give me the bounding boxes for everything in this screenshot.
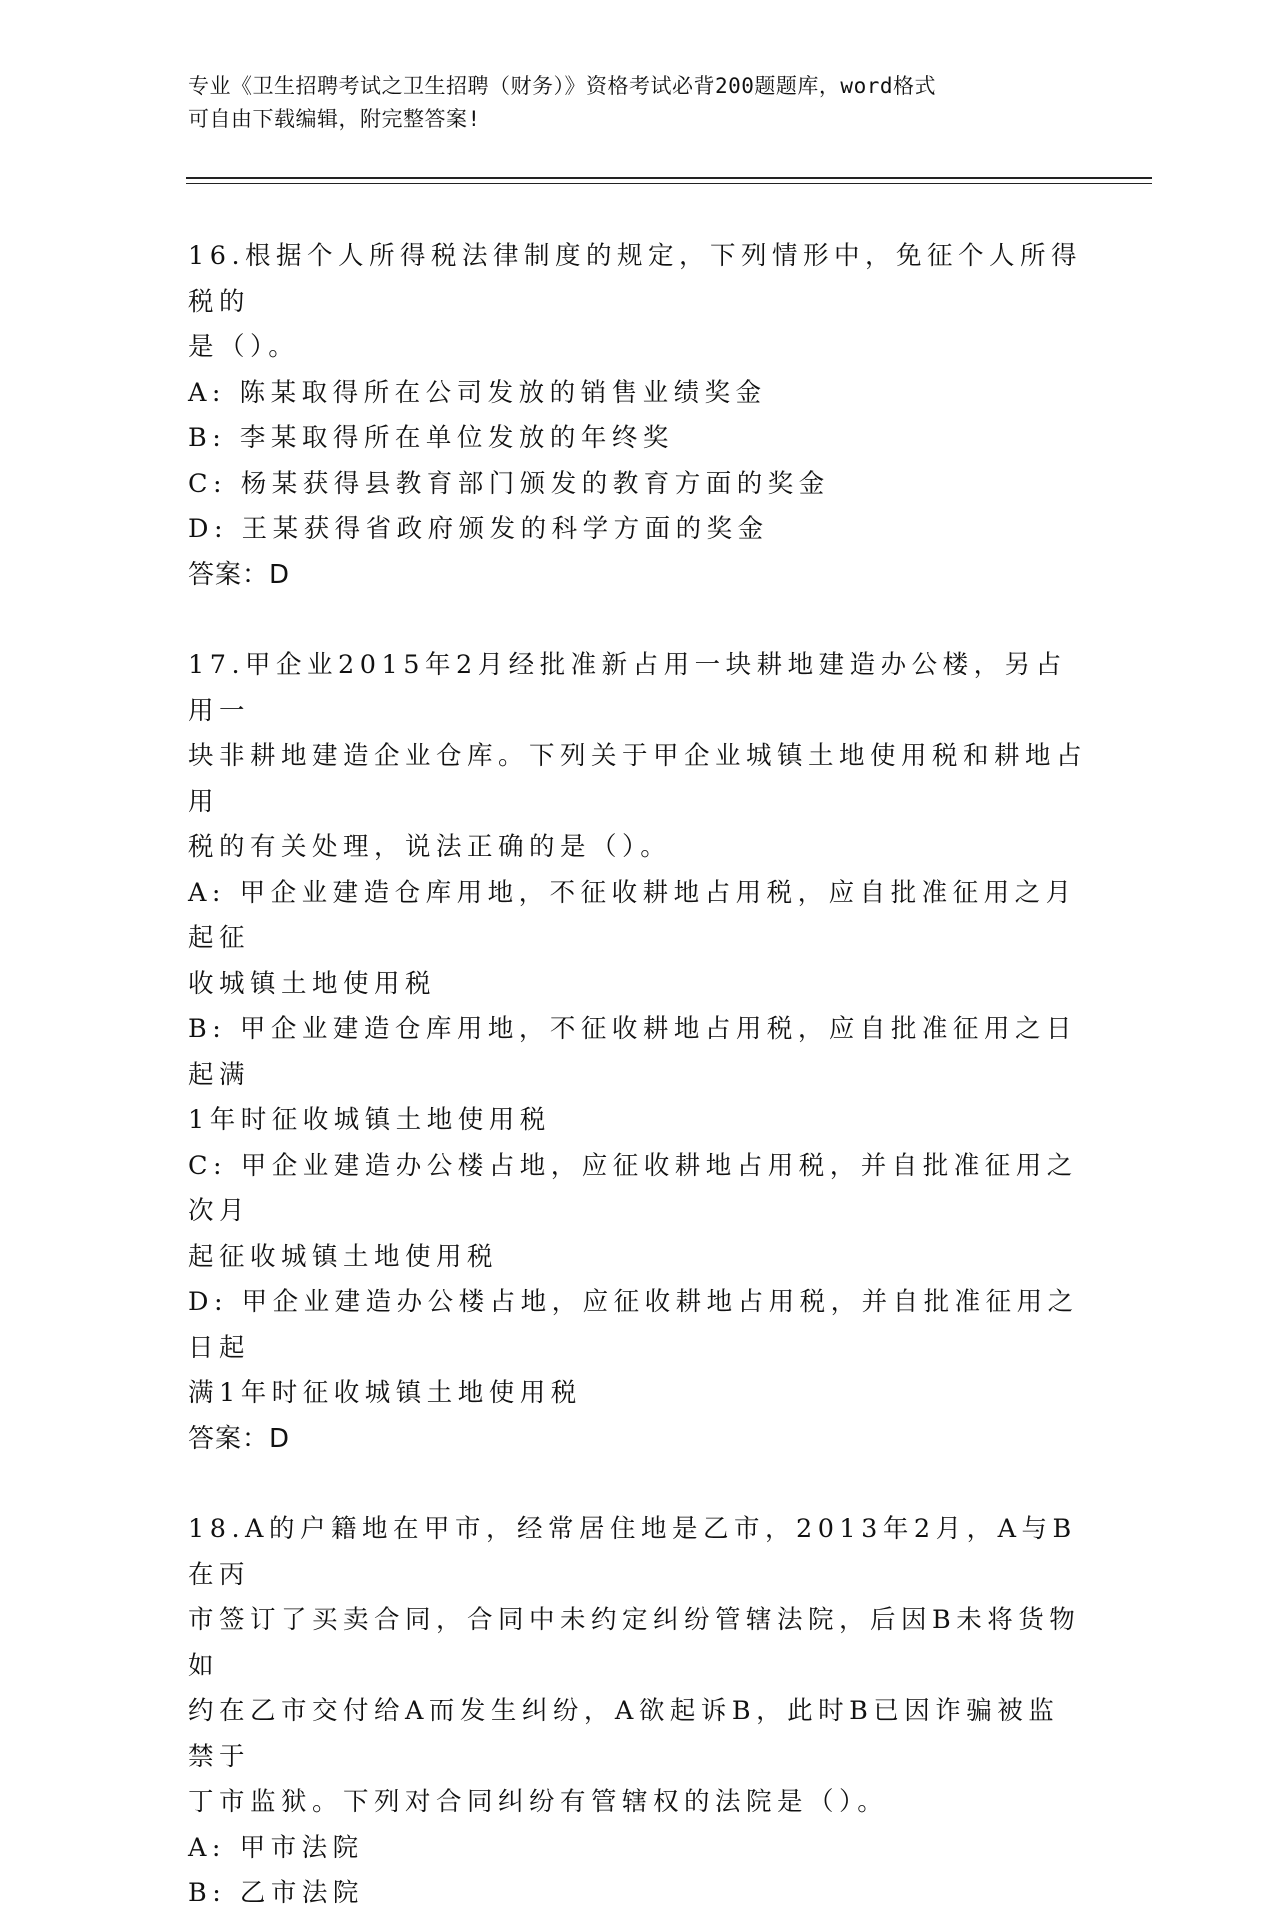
question-stem-line: 是（）。 [188, 332, 300, 362]
question-17 [188, 643, 1088, 1462]
answer: 答案：D [188, 1423, 291, 1454]
question-stem-line: 约在乙市交付给A而发生纠纷，A欲起诉B，此时B已因诈骗被监禁于 [188, 1696, 1060, 1772]
option-a: A: 陈某取得所在公司发放的销售业绩奖金 [188, 377, 767, 408]
question-list [188, 234, 1088, 1917]
option-a-cont: 收城镇土地使用税 [188, 968, 437, 999]
option-d: D: 王某获得省政府颁发的科学方面的奖金 [188, 514, 769, 544]
answer: 答案：D [188, 559, 291, 590]
question-18 [188, 1507, 1088, 1917]
option-d: D: 甲企业建造办公楼占地，应征收耕地占用税，并自批准征用之日起 [188, 1287, 1079, 1363]
header-line-1: 专业《卫生招聘考试之卫生招聘（财务）》资格考试必背200题题库，word格式 [188, 74, 936, 98]
header-divider [186, 177, 1152, 179]
header-line-2: 可自由下载编辑，附完整答案! [188, 107, 481, 131]
option-a: A: 甲企业建造仓库用地，不征收耕地占用税，应自批准征用之月起征 [188, 877, 1077, 953]
option-b: B: 乙市法院 [188, 1878, 364, 1908]
option-c-cont: 起征收城镇土地使用税 [188, 1241, 499, 1272]
question-stem-line: 17.甲企业2015年2月经批准新占用一块耕地建造办公楼，另占用一 [188, 650, 1067, 726]
header-divider-thin [186, 183, 1152, 184]
option-a: A: 甲市法院 [188, 1832, 364, 1863]
question-stem-line: 16.根据个人所得税法律制度的规定，下列情形中，免征个人所得税的 [188, 241, 1083, 317]
question-stem-line: 块非耕地建造企业仓库。下列关于甲企业城镇土地使用税和耕地占用 [188, 741, 1088, 817]
question-stem-line: 18.A的户籍地在甲市，经常居住地是乙市，2013年2月，A与B在丙 [188, 1514, 1077, 1590]
option-c: C: 杨某获得县教育部门颁发的教育方面的奖金 [188, 468, 830, 499]
question-16 [188, 234, 1088, 598]
document-header [188, 70, 1088, 136]
option-b-cont: 1年时征收城镇土地使用税 [188, 1105, 551, 1135]
question-stem-line: 税的有关处理，说法正确的是（）。 [188, 832, 672, 862]
option-b: B: 李某取得所在单位发放的年终奖 [188, 423, 674, 453]
option-c: C: 甲企业建造办公楼占地，应征收耕地占用税，并自批准征用之次月 [188, 1150, 1078, 1226]
question-stem-line: 市签订了买卖合同，合同中未约定纠纷管辖法院，后因B未将货物如 [188, 1605, 1081, 1681]
question-stem-line: 丁市监狱。下列对合同纠纷有管辖权的法院是（）。 [188, 1787, 889, 1817]
option-b: B: 甲企业建造仓库用地，不征收耕地占用税，应自批准征用之日起满 [188, 1014, 1077, 1090]
option-d-cont: 满1年时征收城镇土地使用税 [188, 1378, 582, 1408]
